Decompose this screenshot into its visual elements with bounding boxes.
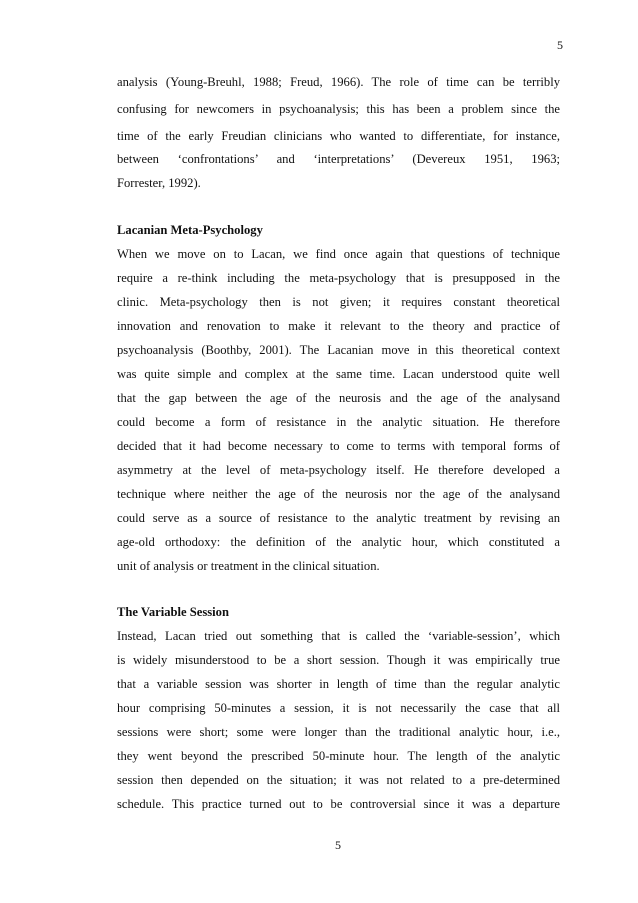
text-line: When we move on to Lacan, we find once again that questions of technique [117, 247, 560, 261]
text-line: innovation and renovation to make it relevant to the theory and practice of [117, 319, 560, 333]
text-line: was quite simple and complex at the same time. Lacan understood quite well [117, 367, 560, 381]
text-line: is widely misunderstood to be a short session. Though it was empirically true [117, 653, 560, 667]
text-line: require a re-think including the meta-psychology that is presupposed in the [117, 271, 560, 285]
section-heading: Lacanian Meta-Psychology [117, 223, 263, 237]
text-line: that the gap between the age of the neurosis and the age of the analysand [117, 391, 560, 405]
text-line: time of the early Freudian clinicians who wanted to differentiate, for instance, [117, 129, 560, 143]
page-number-bottom: 5 [335, 838, 341, 852]
text-line: confusing for newcomers in psychoanalysis; this has been a problem since the [117, 102, 560, 116]
text-line: sessions were short; some were longer than the traditional analytic hour, i.e., [117, 725, 560, 739]
text-line: psychoanalysis (Boothby, 2001). The Lacanian move in this theoretical context [117, 343, 560, 357]
text-line: Forrester, 1992). [117, 176, 201, 190]
text-line: clinic. Meta-psychology then is not given; it requires constant theoretical [117, 295, 560, 309]
text-line: Instead, Lacan tried out something that is called the ‘variable-session’, which [117, 629, 560, 643]
text-line: unit of analysis or treatment in the clinical situation. [117, 559, 380, 573]
section-heading: The Variable Session [117, 605, 229, 619]
text-line: could become a form of resistance in the analytic situation. He therefore [117, 415, 560, 429]
text-line: age-old orthodoxy: the definition of the analytic hour, which constituted a [117, 535, 560, 549]
text-line: analysis (Young-Breuhl, 1988; Freud, 1966). The role of time can be terribly [117, 75, 560, 89]
text-line: schedule. This practice turned out to be controversial since it was a departure [117, 797, 560, 811]
text-line: session then depended on the situation; it was not related to a pre-determined [117, 773, 560, 787]
text-line: hour comprising 50-minutes a session, it is not necessarily the case that all [117, 701, 560, 715]
text-line: that a variable session was shorter in length of time than the regular analytic [117, 677, 560, 691]
text-line: could serve as a source of resistance to the analytic treatment by revising an [117, 511, 560, 525]
text-line: decided that it had become necessary to come to terms with temporal forms of [117, 439, 560, 453]
text-line: they went beyond the prescribed 50-minute hour. The length of the analytic [117, 749, 560, 763]
text-line: asymmetry at the level of meta-psychology itself. He therefore developed a [117, 463, 560, 477]
text-line: technique where neither the age of the neurosis nor the age of the analysand [117, 487, 560, 501]
text-line: between ‘confrontations’ and ‘interpretations’ (Devereux 1951, 1963; [117, 152, 560, 166]
page-number-top: 5 [557, 38, 563, 52]
